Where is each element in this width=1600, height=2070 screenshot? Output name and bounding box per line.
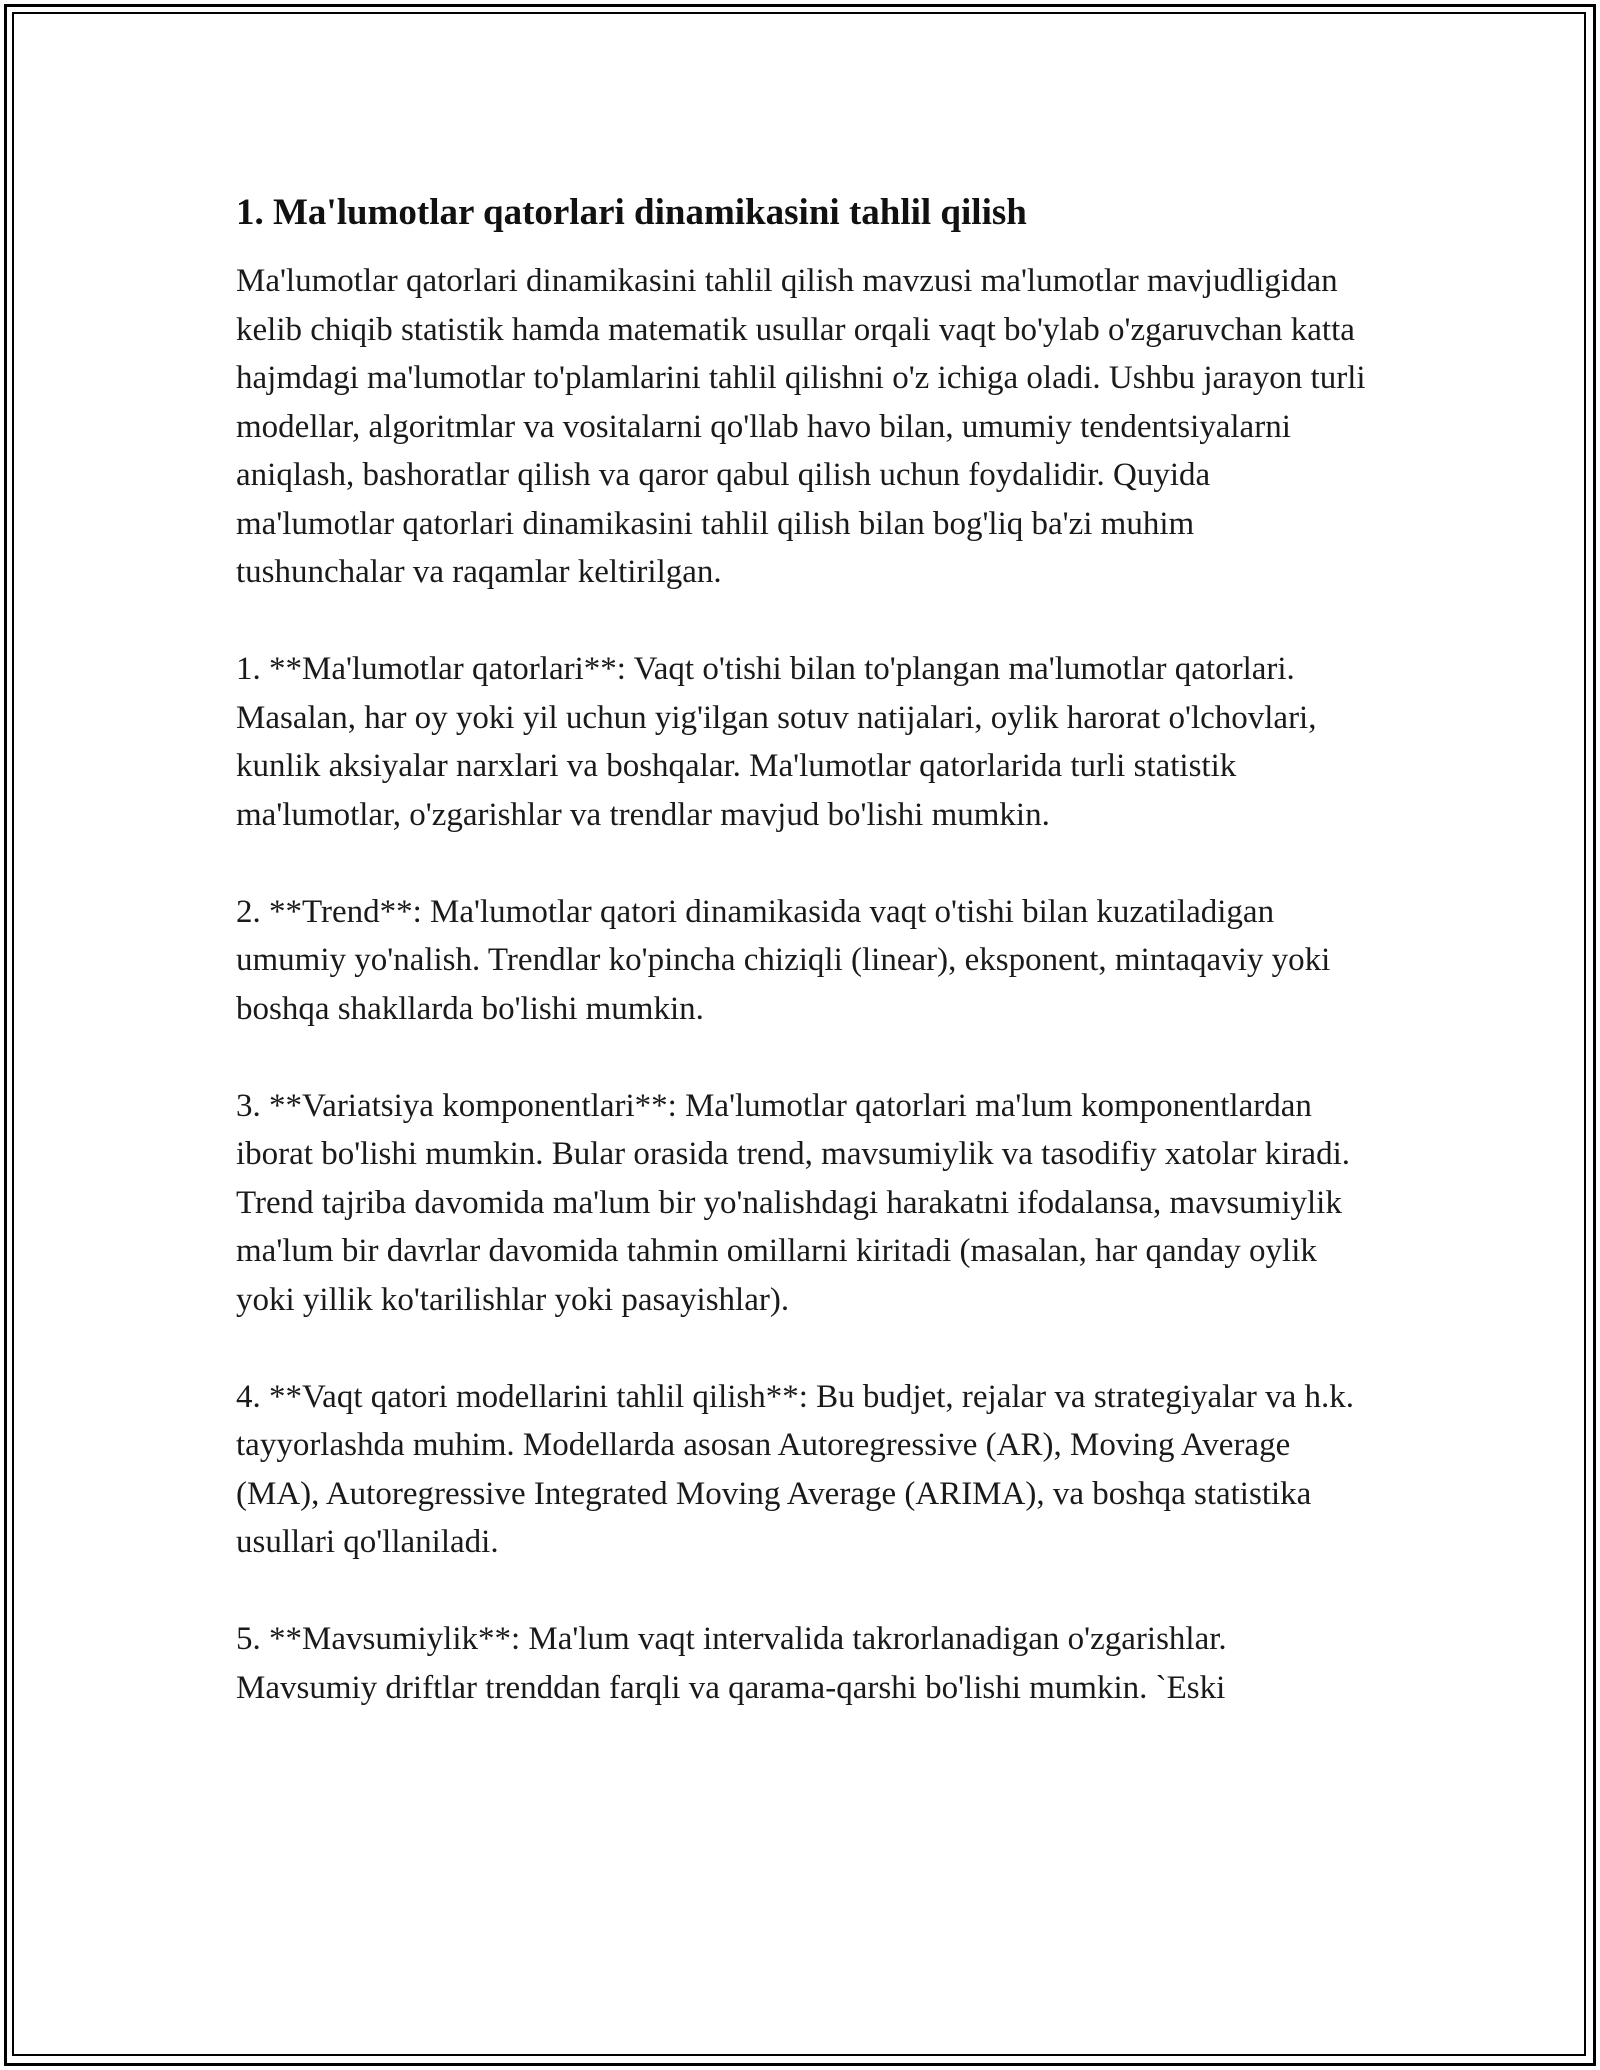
list-item-trend: 2. **Trend**: Ma'lumotlar qatori dinamikasida vaqt o'tishi bilan kuzatiladigan umumiy yo'nalish. Trendlar ko'pincha chiziqli (linear), eksponent, mintaqaviy yoki boshqa shakllarda bo'lishi mumkin. [236, 893, 1331, 1027]
list-item-data-series: 1. **Ma'lumotlar qatorlari**: Vaqt o'tishi bilan to'plangan ma'lumotlar qatorlari. Masalan, har oy yoki yil uchun yig'ilgan sotuv natijalari, oylik harorat o'lchovlari, kunlik aksiyalar narxlari va boshqalar. Ma'lumotlar qatorlarida turli statistik ma'lumotlar, o'zgarishlar va trendlar mavjud bo'lishi mumkin. [236, 651, 1317, 833]
list-item-variation-components: 3. **Variatsiya komponentlari**: Ma'lumotlar qatorlari ma'lum komponentlardan iborat bo'lishi mumkin. Bular orasida trend, mavsumiylik va tasodifiy xatolar kiradi. Trend tajriba davomida ma'lum bir yo'nalishdagi harakatni ifodalansa, mavsumiylik ma'lum bir davrlar davomida tahmin omillarni kiritadi (masalan, har qanday oylik yoki yillik ko'tarilishlar yoki pasayishlar). [236, 1087, 1350, 1318]
intro-paragraph: Ma'lumotlar qatorlari dinamikasini tahlil qilish mavzusi ma'lumotlar mavjudligidan kelib chiqib statistik hamda matematik usullar orqali vaqt bo'ylab o'zgaruvchan katta hajmdagi ma'lumotlar to'plamlarini tahlil qilishni o'z ichiga oladi. Ushbu jarayon turli modellar, algoritmlar va vositalarni qo'llab havo bilan, umumiy tendentsiyalarni aniqlash, bashoratlar qilish va qaror qabul qilish uchun foydalidir. Quyida ma'lumotlar qatorlari dinamikasini tahlil qilish bilan bog'liq ba'zi muhim tushunchalar va raqamlar keltirilgan. [236, 263, 1366, 590]
document-body [236, 188, 1366, 1761]
list-item-time-series-models: 4. **Vaqt qatori modellarini tahlil qilish**: Bu budjet, rejalar va strategiyalar va h.k. tayyorlashda muhim. Modellarda asosan Autoregressive (AR), Moving Average (MA), Autoregressive Integrated Moving Average (ARIMA), va boshqa statistika usullari qo'llaniladi. [236, 1378, 1355, 1560]
section-heading: 1. Ma'lumotlar qatorlari dinamikasini tahlil qilish [236, 192, 1027, 233]
list-item-seasonality: 5. **Mavsumiylik**: Ma'lum vaqt intervalida takrorlanadigan o'zgarishlar. Mavsumiy driftlar trenddan farqli va qarama-qarshi bo'lishi mumkin. `Eski [236, 1621, 1227, 1706]
